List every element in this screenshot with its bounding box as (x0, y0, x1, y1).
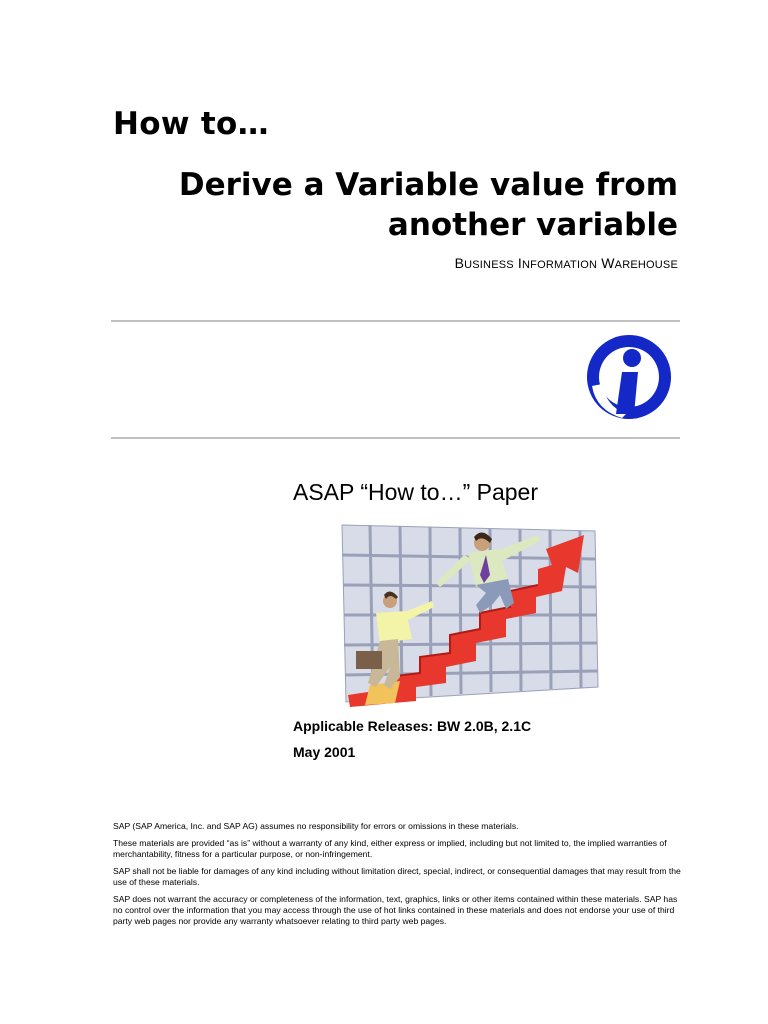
bottom-divider (111, 437, 680, 439)
disclaimer-paragraph-1: SAP (SAP America, Inc. and SAP AG) assumes no responsibility for errors or omissions in these materials. (113, 821, 519, 831)
subtitle-word-information: NFORMATION (522, 259, 598, 271)
disclaimer-paragraph-4: SAP does not warrant the accuracy or completeness of the information, text, graphics, links or other items contained within these materials. SAP has no control over the information that you may access through the use of hot links contained in these materials and does not endorse your use of third party web pages nor provide any warranty whatsoever relating to third party web pages. (113, 894, 678, 926)
subtitle-word-warehouse: AREHOUSE (614, 259, 678, 271)
disclaimer-paragraph-3: SAP shall not be liable for damages of any kind including without limitation direct, special, indirect, or consequential damages that may result from the use of these materials. (113, 866, 681, 887)
subtitle-cap-i: I (517, 255, 523, 271)
subtitle-word-business: USINESS (464, 259, 514, 271)
subtitle-cap-b: B (454, 255, 465, 271)
disclaimer (113, 821, 683, 933)
paper-heading: ASAP “How to…” Paper (293, 479, 539, 505)
document-title (118, 165, 678, 245)
subtitle-cap-w: W (601, 255, 615, 271)
top-divider (111, 320, 680, 322)
title-line-2: another variable (387, 207, 678, 243)
document-subtitle (455, 255, 678, 271)
disclaimer-paragraph-2: These materials are provided “as is” without a warranty of any kind, either express or implied, including but not limited to, the implied warranties of merchantability, fitness for a particular purpose, or non-infringement. (113, 838, 667, 859)
business-people-climbing-red-arrow-chart-icon (340, 517, 602, 709)
title-line-1: Derive a Variable value from (178, 167, 678, 203)
how-to-heading: How to… (113, 106, 269, 142)
publication-date: May 2001 (293, 744, 356, 760)
sap-i-logo-icon (586, 334, 672, 420)
applicable-releases: Applicable Releases: BW 2.0B, 2.1C (293, 718, 532, 734)
